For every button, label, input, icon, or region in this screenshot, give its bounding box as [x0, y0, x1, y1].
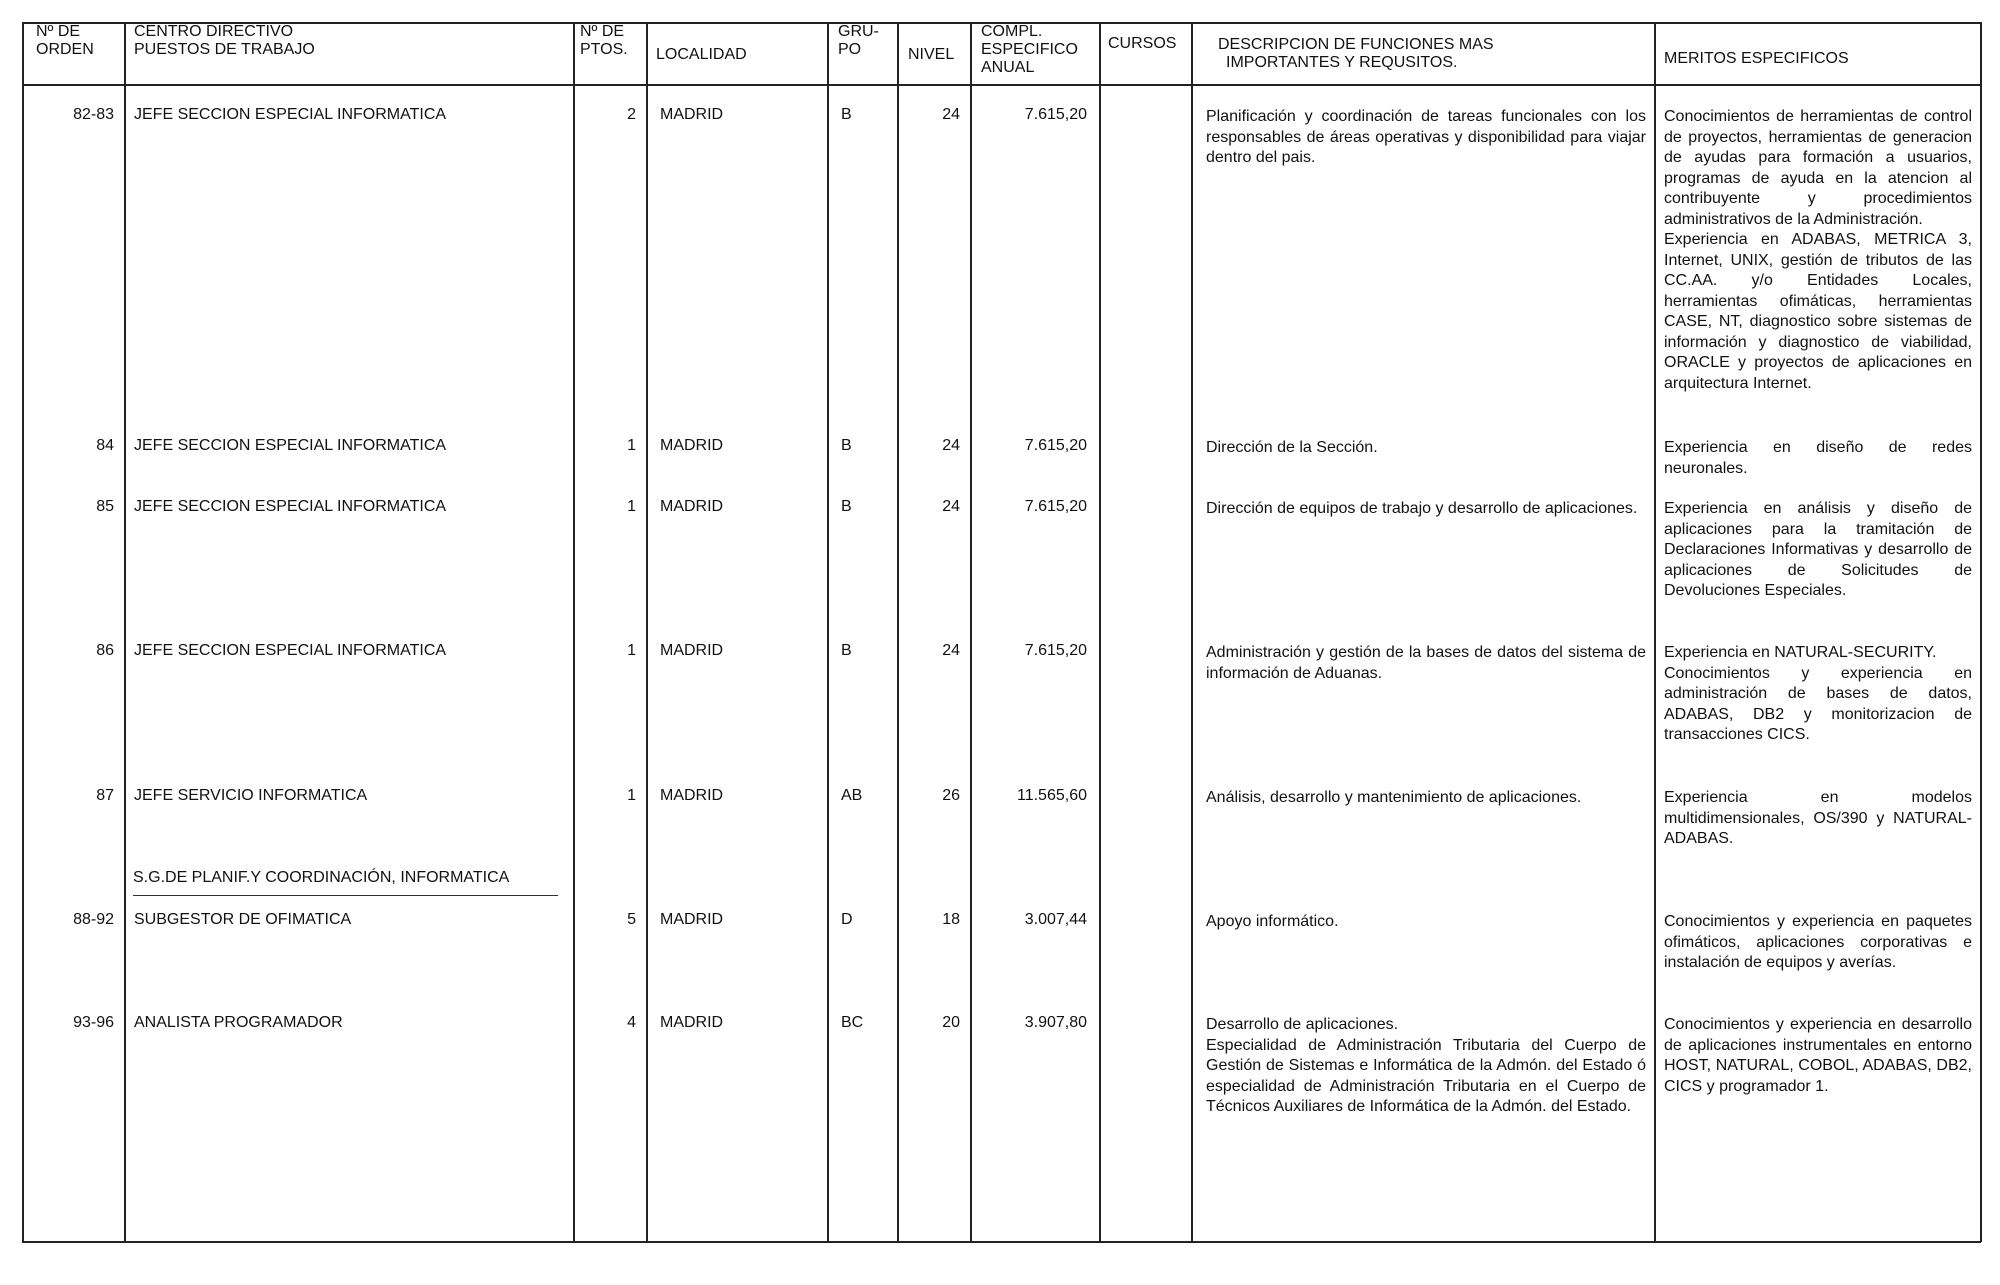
cell-orden: 86: [96, 642, 114, 659]
header-line: ORDEN: [36, 41, 94, 58]
section-subheading: S.G.DE PLANIF.Y COORDINACIÓN, INFORMATICA: [133, 868, 558, 896]
cell-orden: 84: [96, 437, 114, 454]
cell-puesto: JEFE SECCION ESPECIAL INFORMATICA: [134, 106, 447, 123]
cell-meritos: Conocimientos y experiencia en desarrollo de aplicaciones instrumentales en entorno HOST, NATURAL, COBOL, ADABAS, DB2, CICS y programador 1.: [1664, 1016, 1972, 1095]
cell-orden: 82-83: [73, 106, 114, 123]
cell-compl: 3.907,80: [1024, 1014, 1087, 1031]
cell-compl: 3.007,44: [1024, 911, 1087, 928]
column-divider: [22, 22, 24, 1242]
column-divider: [1191, 22, 1193, 1242]
header-nivel: NIVEL: [908, 46, 955, 63]
cell-nivel: 18: [942, 911, 960, 928]
cell-descripcion: Desarrollo de aplicaciones. Especialidad de Administración Tributaria del Cuerpo de Gestión de Sistemas e Informática de la Admón. del Estado ó especialidad de Administración Tributaria en el Cuerpo de Técnicos Auxiliares de Informática de la Admón. del Estado.: [1206, 1016, 1646, 1115]
cell-localidad: MADRID: [660, 1014, 724, 1031]
cell-ptos: 1: [627, 498, 636, 515]
cell-grupo: B: [841, 498, 852, 515]
cell-descripcion: Dirección de equipos de trabajo y desarrollo de aplicaciones.: [1206, 500, 1638, 517]
cell-grupo: B: [841, 437, 852, 454]
header-line: GRU-: [838, 23, 879, 40]
cell-orden: 93-96: [73, 1014, 114, 1031]
cell-nivel: 20: [942, 1014, 960, 1031]
cell-ptos: 2: [627, 106, 636, 123]
cell-localidad: MADRID: [660, 437, 724, 454]
cell-ptos: 1: [627, 642, 636, 659]
column-divider: [970, 22, 972, 1242]
cell-ptos: 5: [627, 911, 636, 928]
cell-puesto: JEFE SECCION ESPECIAL INFORMATICA: [134, 498, 447, 515]
column-divider: [1099, 22, 1101, 1242]
cell-compl: 11.565,60: [1017, 787, 1087, 804]
header-line: Nº DE: [580, 23, 625, 40]
cell-grupo: D: [841, 911, 853, 928]
cell-meritos: Experiencia en modelos multidimensionales, OS/390 y NATURAL-ADABAS.: [1664, 789, 1972, 847]
cell-grupo: B: [841, 106, 852, 123]
cell-orden: 85: [96, 498, 114, 515]
header-line: Nº DE: [36, 23, 81, 40]
cell-nivel: 24: [942, 642, 960, 659]
cell-descripcion: Administración y gestión de la bases de datos del sistema de información de Aduanas.: [1206, 644, 1646, 682]
column-divider: [1980, 22, 1982, 1242]
header-bottom-border: [22, 84, 1981, 86]
cell-ptos: 4: [627, 1014, 636, 1031]
header-cursos: CURSOS: [1108, 35, 1177, 52]
cell-ptos: 1: [627, 787, 636, 804]
header-line: DESCRIPCION DE FUNCIONES MAS: [1218, 36, 1494, 53]
cell-orden: 88-92: [73, 911, 114, 928]
cell-meritos: Conocimientos y experiencia en paquetes ofimáticos, aplicaciones corporativas e instalación de equipos y averías.: [1664, 913, 1972, 971]
cell-localidad: MADRID: [660, 642, 724, 659]
header-meritos: MERITOS ESPECIFICOS: [1664, 50, 1849, 67]
header-grupo: [838, 23, 879, 59]
header-line: COMPL.: [981, 23, 1043, 40]
cell-localidad: MADRID: [660, 106, 724, 123]
cell-ptos: 1: [627, 437, 636, 454]
cell-grupo: BC: [841, 1014, 864, 1031]
cell-compl: 7.615,20: [1024, 106, 1087, 123]
header-centro: [134, 23, 315, 59]
column-divider: [646, 22, 648, 1242]
column-divider: [897, 22, 899, 1242]
header-line: CENTRO DIRECTIVO: [134, 23, 294, 40]
cell-descripcion: Apoyo informático.: [1206, 913, 1339, 930]
cell-nivel: 24: [942, 106, 960, 123]
header-localidad: LOCALIDAD: [656, 46, 747, 63]
cell-puesto: JEFE SECCION ESPECIAL INFORMATICA: [134, 437, 447, 454]
header-line: ANUAL: [981, 59, 1035, 76]
header-descripcion: [1218, 36, 1494, 72]
header-line: ESPECIFICO: [981, 41, 1078, 58]
cell-nivel: 24: [942, 437, 960, 454]
cell-nivel: 24: [942, 498, 960, 515]
cell-descripcion: Planificación y coordinación de tareas funcionales con los responsables de áreas operativas y disponibilidad para viajar dentro del pais.: [1206, 108, 1646, 166]
column-divider: [124, 22, 126, 1242]
cell-compl: 7.615,20: [1024, 642, 1087, 659]
cell-puesto: JEFE SECCION ESPECIAL INFORMATICA: [134, 642, 447, 659]
cell-meritos: Experiencia en diseño de redes neuronales.: [1664, 439, 1972, 477]
header-line: PTOS.: [580, 41, 628, 58]
cell-meritos: Conocimientos de herramientas de control de proyectos, herramientas de generacion de ayudas para formación a usuarios, programas de ayuda en la atencion al contribuyente y procedimientos administrativos de la Administración. Experiencia en ADABAS, METRICA 3, Internet, UNIX, gestión de tributos de las CC.AA. y/o Entidades Locales, herramientas ofimáticas, herramientas CASE, NT, diagnostico sobre sistemas de información y diagnostico de viabilidad, ORACLE y proyectos de aplicaciones en arquitectura Internet.: [1664, 108, 1972, 392]
cell-grupo: AB: [841, 787, 863, 804]
cell-compl: 7.615,20: [1024, 498, 1087, 515]
table-bottom-border: [22, 1241, 1981, 1243]
column-divider: [1654, 22, 1656, 1242]
header-line: PUESTOS DE TRABAJO: [134, 41, 315, 58]
cell-grupo: B: [841, 642, 852, 659]
cell-puesto: SUBGESTOR DE OFIMATICA: [134, 911, 352, 928]
cell-orden: 87: [96, 787, 114, 804]
column-divider: [827, 22, 829, 1242]
header-compl: [981, 23, 1078, 77]
header-ptos: [580, 23, 628, 59]
header-orden: [36, 23, 94, 59]
cell-meritos: Experiencia en análisis y diseño de aplicaciones para la tramitación de Declaraciones Informativas y desarrollo de aplicaciones de Solicitudes de Devoluciones Especiales.: [1664, 500, 1972, 599]
cell-localidad: MADRID: [660, 911, 724, 928]
cell-puesto: JEFE SERVICIO INFORMATICA: [134, 787, 368, 804]
cell-descripcion: Análisis, desarrollo y mantenimiento de aplicaciones.: [1206, 789, 1582, 806]
header-line: IMPORTANTES Y REQUSITOS.: [1226, 54, 1458, 71]
column-divider: [573, 22, 575, 1242]
cell-meritos: Experiencia en NATURAL-SECURITY. Conocimientos y experiencia en administración de bases de datos, ADABAS, DB2 y monitorizacion de transacciones CICS.: [1664, 644, 1972, 743]
header-line: PO: [838, 41, 862, 58]
cell-compl: 7.615,20: [1024, 437, 1087, 454]
cell-nivel: 26: [942, 787, 960, 804]
cell-localidad: MADRID: [660, 498, 724, 515]
cell-descripcion: Dirección de la Sección.: [1206, 439, 1378, 456]
cell-localidad: MADRID: [660, 787, 724, 804]
cell-puesto: ANALISTA PROGRAMADOR: [134, 1014, 343, 1031]
